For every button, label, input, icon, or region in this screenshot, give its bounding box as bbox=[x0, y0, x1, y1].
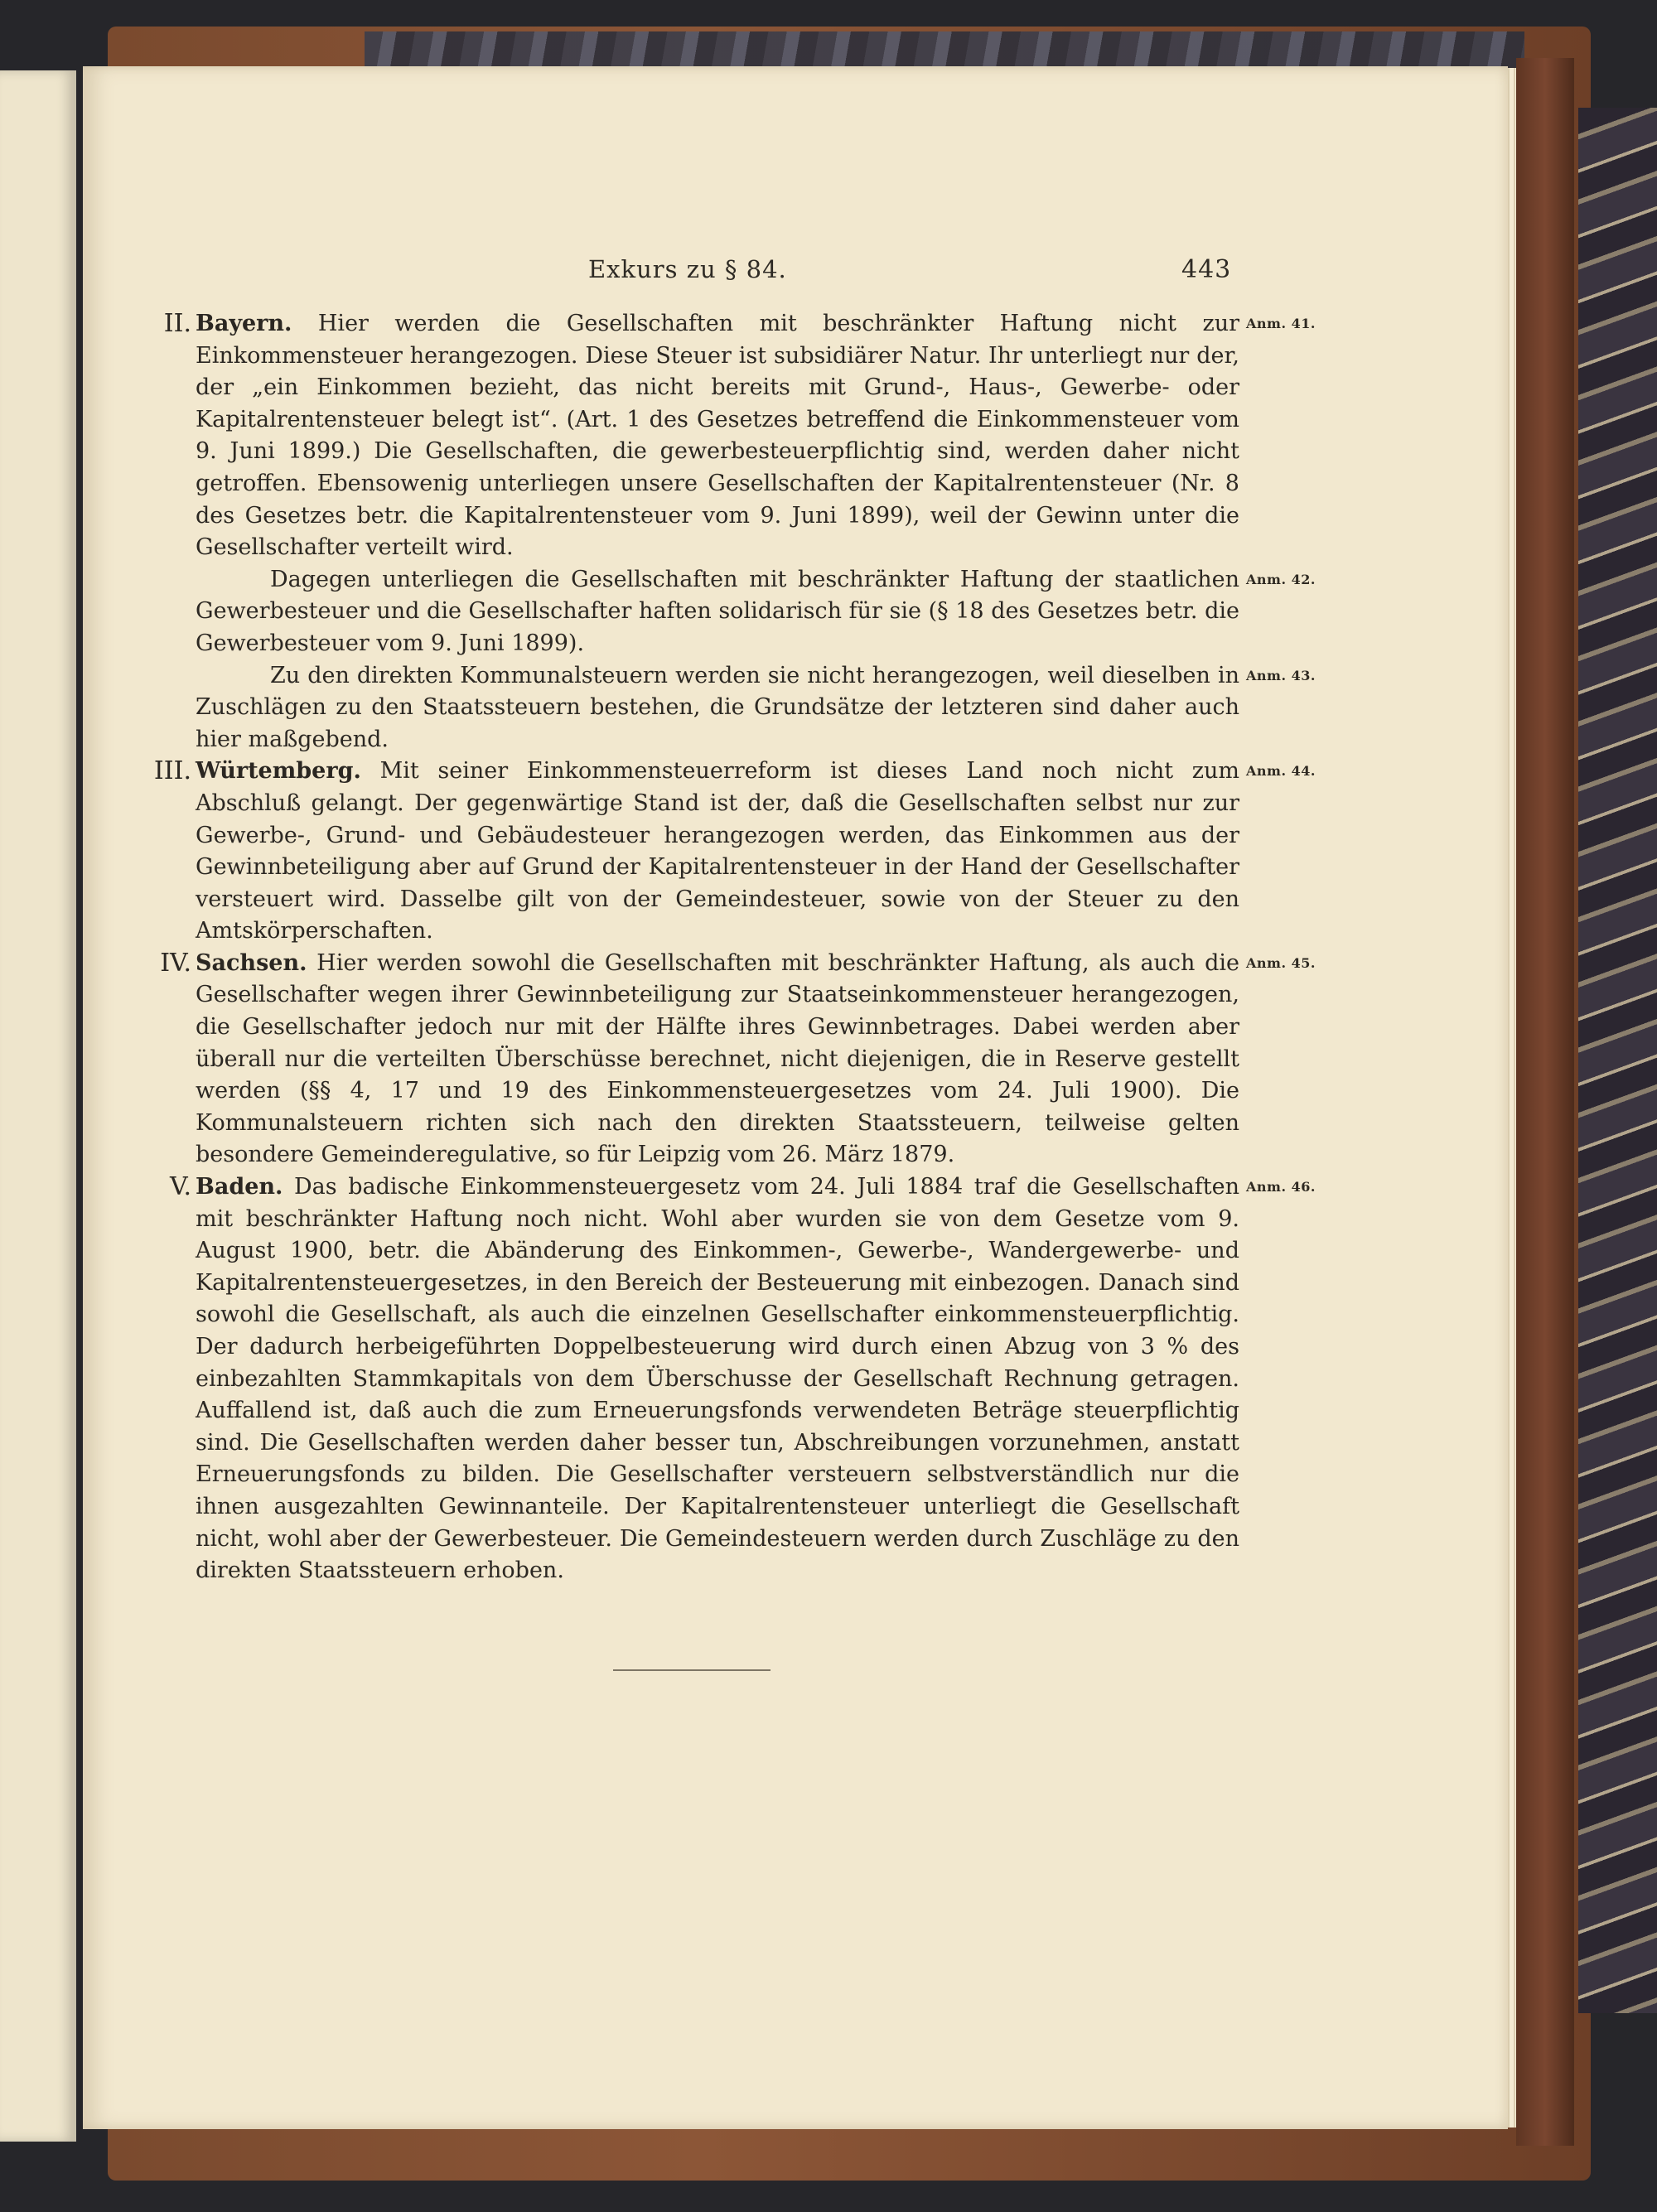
marbled-edge bbox=[365, 31, 1524, 71]
paragraph bbox=[196, 564, 1239, 660]
page-number: 443 bbox=[1181, 255, 1232, 284]
end-rule bbox=[613, 1669, 771, 1671]
paragraph-text: Mit seiner Einkommensteuerreform ist dieses Land noch nicht zum Abschluß gelangt. Der gegenwärtige Stand ist der, daß die Gesellschaften selbst nur zur Gewerbe-, Grund- und Gebäudesteuer herangezogen werden, das Einkommen aus der Gewinnbeteiligung aber auf Grund der Kapitalrentensteuer in der Hand der Gesellschafter versteuert wird. Dasselbe gilt von der Gemeindesteuer, sowie von der Steuer zu den Amtskörperschaften. bbox=[196, 758, 1239, 944]
section-numeral: II. bbox=[163, 309, 191, 338]
section-heading: Würtemberg. bbox=[196, 758, 361, 785]
header-title: Exkurs zu § 84. bbox=[588, 255, 787, 283]
paragraph bbox=[196, 308, 1239, 564]
page-body bbox=[153, 308, 1316, 1587]
right-page bbox=[83, 66, 1508, 2129]
margin-note: Anm. 41. bbox=[1246, 316, 1316, 331]
section-numeral: IV. bbox=[160, 948, 191, 978]
binding-edge bbox=[1516, 58, 1574, 2146]
paragraph-text: Zu den direkten Kommunalsteuern werden sie nicht herangezogen, weil dieselben in Zuschlägen zu den Staatssteuern bestehen, die Grundsätze der letzteren sind daher auch hier maßgebend. bbox=[196, 662, 1239, 752]
section-heading: Sachsen. bbox=[196, 949, 307, 976]
margin-note: Anm. 46. bbox=[1246, 1179, 1316, 1195]
paragraph-block bbox=[196, 660, 1316, 756]
left-page bbox=[0, 70, 76, 2142]
margin-note: Anm. 44. bbox=[1246, 763, 1316, 780]
margin-note: Anm. 42. bbox=[1246, 571, 1316, 587]
paragraph-text: Hier werden sowohl die Gesellschaften mit beschränkter Haftung, als auch die Gesellschafter wegen ihrer Gewinnbeteiligung zur Staatseinkommensteuer herangezogen, die Gesellschafter jedoch nur mit der Hälfte ihres Gewinnbetrages. Dabei werden aber überall nur die verteilten Überschüsse berechnet, nicht diejenigen, die in Reserve gestellt werden (§§ 4, 17 und 19 des Einkommensteuergesetzes vom 24. Juli 1900). Die Kommunalsteuern richten sich nach den direkten Staatssteuern, teilweise gelten besondere Gemeinderegulative, so für Leipzig vom 26. März 1879. bbox=[196, 949, 1239, 1168]
section-numeral: V. bbox=[170, 1172, 191, 1202]
section-numeral: III. bbox=[153, 756, 191, 786]
running-header bbox=[83, 255, 1508, 288]
section-heading: Bayern. bbox=[196, 311, 292, 336]
section-wuertemberg bbox=[153, 756, 1316, 948]
paragraph-block bbox=[196, 564, 1316, 660]
section-heading: Baden. bbox=[196, 1174, 283, 1200]
paragraph bbox=[196, 756, 1239, 948]
paragraph-text: Dagegen unterliegen die Gesellschaften mit beschränkter Haftung der staatlichen Gewerbesteuer und die Gesellschafter haften solidarisch für sie (§ 18 des Gesetzes betr. die Gewerbesteuer vom 9. Juni 1899). bbox=[196, 566, 1239, 656]
paragraph bbox=[196, 1171, 1239, 1587]
section-sachsen bbox=[160, 948, 1316, 1171]
marbled-cover bbox=[1578, 108, 1657, 2013]
paragraph bbox=[196, 660, 1239, 756]
section-bayern bbox=[163, 308, 1316, 756]
section-baden bbox=[170, 1171, 1316, 1587]
paragraph bbox=[196, 948, 1239, 1171]
margin-note: Anm. 43. bbox=[1246, 667, 1316, 683]
paragraph-text: Hier werden die Gesellschaften mit beschränkter Haftung nicht zur Einkommensteuer herangezogen. Diese Steuer ist subsidiärer Natur. Ihr unterliegt nur der, der „ein Einkommen bezieht, das nicht bereits mit Grund-, Haus-, Gewerbe- oder Kapitalrentensteuer belegt ist“. (Art. 1 des Gesetzes betreffend die Einkommensteuer vom 9. Juni 1899.) Die Gesellschaften, die gewerbesteuerpflichtig sind, werden daher nicht getroffen. Ebensowenig unterliegen unsere Gesellschaften der Kapitalrentensteuer (Nr. 8 des Gesetzes betr. die Kapitalrentensteuer vom 9. Juni 1899), weil der Gewinn unter die Gesellschafter verteilt wird. bbox=[196, 311, 1239, 561]
paragraph-text: Das badische Einkommensteuergesetz vom 24. Juli 1884 traf die Gesellschaften mit beschränkter Haftung noch nicht. Wohl aber wurden sie von dem Gesetze vom 9. August 1900, betr. die Abänderung des Einkommen-, Gewerbe-, Wandergewerbe- und Kapitalrentensteuergesetzes, in den Bereich der Besteuerung mit einbezogen. Danach sind sowohl die Gesellschaft, als auch die einzelnen Gesellschafter einkommensteuerpflichtig. Der dadurch herbeigeführten Doppelbesteuerung wird durch einen Abzug von 3 % des einbezahlten Stammkapitals von dem Überschusse der Gesellschaft Rechnung getragen. Auffallend ist, daß auch die zum Erneuerungsfonds verwendeten Beträge steuerpflichtig sind. Die Gesellschaften werden daher besser tun, Abschreibungen vorzunehmen, anstatt Erneuerungsfonds zu bilden. Die Gesellschafter versteuern selbstverständlich nur die ihnen ausgezahlten Gewinnanteile. Der Kapitalrentensteuer unterliegt die Gesellschaft nicht, wohl aber der Gewerbesteuer. Die Gemeindesteuern werden durch Zuschläge zu den direkten Staatssteuern erhoben. bbox=[196, 1174, 1239, 1584]
margin-note: Anm. 45. bbox=[1246, 954, 1316, 971]
